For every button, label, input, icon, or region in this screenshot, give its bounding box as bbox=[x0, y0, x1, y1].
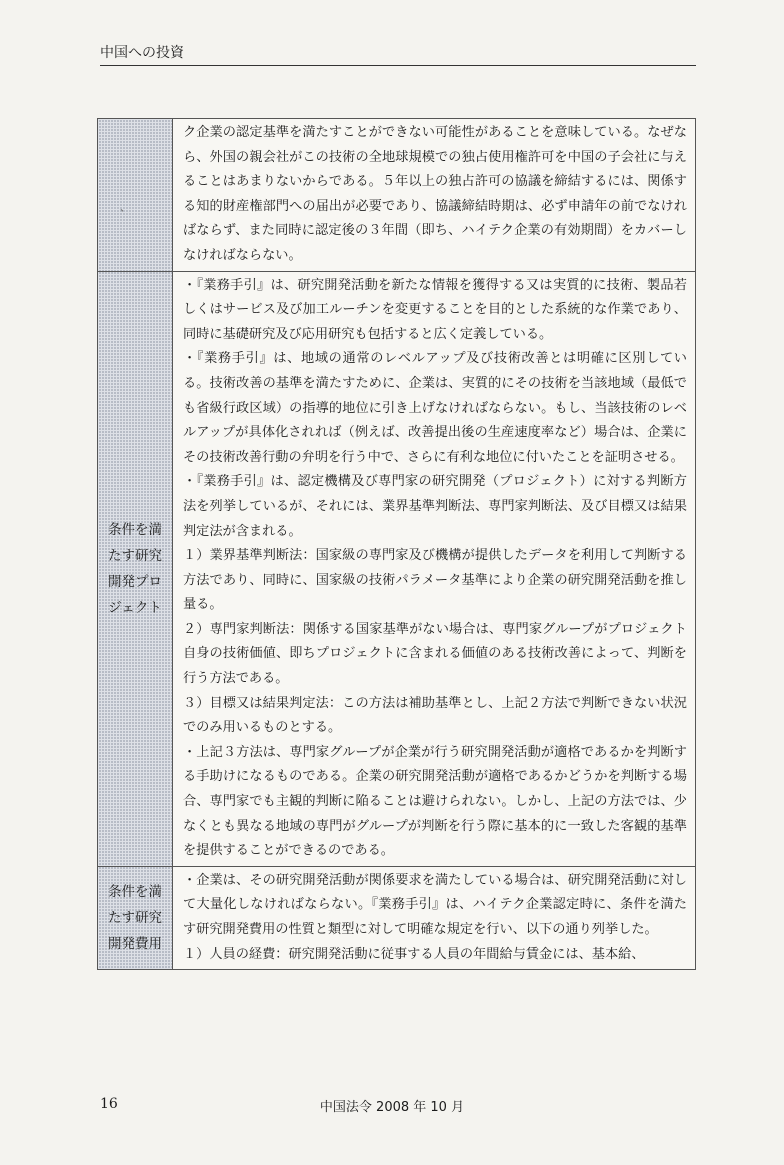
table-row bbox=[98, 119, 696, 272]
paragraph: ・上記３方法は、専門家グループが企業が行う研究開発活動が適格であるかを判断する手助けになるものである。企業の研究開発活動が適格であるかどうかを判断する場合、専門家でも主観的判断に陥ることは避けられない。しかし、上記の方法では、少なくとも異なる地域の専門がグループが判断を行う際に基本的に一致した客観的基準を提供することができるのである。 bbox=[183, 744, 687, 859]
paragraph: １）人員の経費：研究開発活動に従事する人員の年間給与賃金には、基本給、 bbox=[183, 946, 645, 962]
page-header-title: 中国への投資 bbox=[100, 45, 184, 61]
table-row bbox=[98, 866, 696, 969]
paragraph: ・『業務手引』は、地域の通常のレベルアップ及び技術改善とは明確に区別している。技術改善の基準を満たすために、企業は、実質的にその技術を当該地域（最低でも省級行政区域）の指導的地位に引き上げなければならない。もし、当該技術のレベルアップが具体化されれば（例えば、改善提出後の生産速度率など）場合は、企業にその技術改善行動の弁明を行う中で、さらに有利な地位に付いたことを証明させる。 bbox=[183, 351, 687, 465]
paragraph: ・『業務手引』は、認定機構及び専門家の研究開発（プロジェクト）に対する判断方法を列挙しているが、それには、業界基準判断法、専門家判断法、及び目標又は結果判定法が含まれる。 bbox=[183, 474, 687, 539]
table-row bbox=[98, 271, 696, 866]
row-content bbox=[173, 271, 696, 866]
paragraph: ２）専門家判断法：関係する国家基準がない場合は、専門家グループがプロジェクト自身の技術価値、即ちプロジェクトに含まれる価値のある技術改善によって、判断を行う方法である。 bbox=[183, 621, 687, 687]
row-content bbox=[173, 866, 696, 969]
page-header bbox=[100, 42, 696, 66]
page-number: 16 bbox=[100, 1096, 118, 1112]
paragraph: ・『業務手引』は、研究開発活動を新たな情報を獲得する又は実質的に技術、製品若しくはサービス及び加工ルーチンを変更することを目的とした系統的な作業であり、同時に基礎研究及び応用研究も包括すると広く定義している。 bbox=[183, 277, 687, 342]
footer-publication: 中国法令 2008 年 10 月 bbox=[319, 1100, 465, 1115]
content-table bbox=[97, 118, 696, 970]
row-content bbox=[173, 119, 696, 272]
row-label bbox=[98, 119, 173, 272]
paragraph: ３）目標又は結果判定法：この方法は補助基準とし、上記２方法で判断できない状況でのみ用いるものとする。 bbox=[183, 695, 687, 736]
row-label: 条件を満 たす研究 開発プロ ジェクト bbox=[98, 271, 173, 866]
paragraph: ・企業は、その研究開発活動が関係要求を満たしている場合は、研究開発活動に対して大量化しなければならない。『業務手引』は、ハイテク企業認定時に、条件を満たす研究開発費用の性質と類型に対して明確な規定を行い、以下の通り列挙した。 bbox=[183, 872, 687, 937]
stray-mark: 、 bbox=[120, 202, 130, 214]
paragraph: ク企業の認定基準を満たすことができない可能性があることを意味している。なぜなら、外国の親会社がこの技術の全地球規模での独占使用権許可を中国の子会社に与えることはあまりないからである。５年以上の独占許可の協議を締結するには、関係する知的財産権部門への届出が必要であり、協議締結時期は、必ず申請年の前でなければならず、また同時に認定後の３年間（即ち、ハイテク企業の有効期間）をカバーしなければならない。 bbox=[183, 125, 687, 263]
paragraph: １）業界基準判断法：国家級の専門家及び機構が提供したデータを利用して判断する方法であり、同時に、国家級の技術パラメータ基準により企業の研究開発活動を推し量る。 bbox=[183, 548, 687, 613]
row-label: 条件を満 たす研究 開発費用 bbox=[98, 866, 173, 969]
